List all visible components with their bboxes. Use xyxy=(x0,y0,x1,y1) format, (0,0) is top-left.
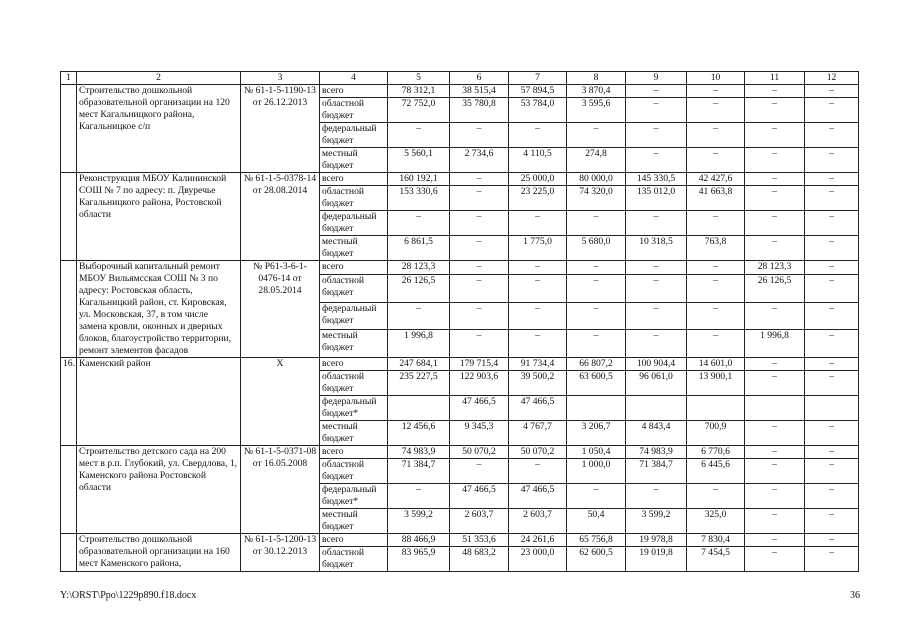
amount-cell: – xyxy=(687,98,745,123)
amount-cell: 28 123,3 xyxy=(745,261,805,275)
amount-cell: 700,9 xyxy=(687,421,745,446)
funding-source: федеральный бюджет* xyxy=(320,484,388,509)
amount-cell: – xyxy=(805,211,859,236)
amount-cell xyxy=(388,396,450,421)
amount-cell: – xyxy=(745,123,805,148)
table-row xyxy=(61,446,859,459)
amount-cell: 74 320,0 xyxy=(567,186,626,211)
amount-cell: 100 904,4 xyxy=(626,358,687,371)
amount-cell: 51 353,6 xyxy=(450,534,509,547)
amount-cell: 38 515,4 xyxy=(450,85,509,98)
amount-cell: 247 684,1 xyxy=(388,358,450,371)
amount-cell: 50 070,2 xyxy=(509,446,567,459)
table-row xyxy=(61,85,859,98)
amount-cell: – xyxy=(745,186,805,211)
column-number: 1 xyxy=(61,72,77,85)
funding-source: всего xyxy=(320,534,388,547)
header-row xyxy=(61,72,859,85)
amount-cell: – xyxy=(805,302,859,330)
funding-source: федеральный бюджет xyxy=(320,123,388,148)
amount-cell: – xyxy=(567,330,626,358)
funding-source: всего xyxy=(320,85,388,98)
column-number: 4 xyxy=(320,72,388,85)
amount-cell: – xyxy=(805,534,859,547)
amount-cell: 4 110,5 xyxy=(509,148,567,173)
document-reference: № 61-1-5-0378-14 от 28.08.2014 xyxy=(241,173,320,261)
amount-cell: – xyxy=(745,173,805,186)
file-path: Y:\ORST\Ppo\1229p890.f18.docx xyxy=(60,590,197,601)
amount-cell: – xyxy=(450,275,509,303)
funding-source: областной бюджет xyxy=(320,547,388,572)
object-name: Выборочный капитальный ремонт МБОУ Вильямсская СОШ № 3 по адресу: Ростовская область, Кагальницкий район, ст. Кировская, ул. Московская, 37, в том числе замена кровли, оконных и дверных блоков, благоустройство территории, ремонт элементов фасадов xyxy=(77,261,241,358)
object-name: Реконструкция МБОУ Калининской СОШ № 7 по адресу: п. Двуречье Кагальницкого района, Ростовской области xyxy=(77,173,241,261)
amount-cell: 63 600,5 xyxy=(567,371,626,396)
funding-source: местный бюджет xyxy=(320,236,388,261)
column-number: 5 xyxy=(388,72,450,85)
amount-cell: – xyxy=(805,421,859,446)
amount-cell xyxy=(567,396,626,421)
amount-cell: 13 900,1 xyxy=(687,371,745,396)
amount-cell: – xyxy=(567,275,626,303)
amount-cell: – xyxy=(805,330,859,358)
amount-cell: – xyxy=(388,123,450,148)
funding-source: всего xyxy=(320,446,388,459)
amount-cell: 42 427,6 xyxy=(687,173,745,186)
amount-cell: 88 466,9 xyxy=(388,534,450,547)
amount-cell: 48 683,2 xyxy=(450,547,509,572)
amount-cell: – xyxy=(745,302,805,330)
amount-cell: 2 603,7 xyxy=(450,509,509,534)
amount-cell xyxy=(745,396,805,421)
amount-cell: – xyxy=(509,123,567,148)
page-number: 36 xyxy=(850,590,860,601)
table-row xyxy=(61,358,859,371)
amount-cell: – xyxy=(450,302,509,330)
amount-cell: – xyxy=(805,148,859,173)
column-number: 7 xyxy=(509,72,567,85)
object-name: Строительство дошкольной образовательной организации на 120 мест Кагальницкого района, Кагальницкое с/п xyxy=(77,85,241,173)
amount-cell xyxy=(805,396,859,421)
row-number xyxy=(61,173,77,261)
amount-cell: – xyxy=(745,236,805,261)
funding-source: местный бюджет xyxy=(320,148,388,173)
amount-cell xyxy=(626,396,687,421)
amount-cell: 5 560,1 xyxy=(388,148,450,173)
table-row xyxy=(61,534,859,547)
funding-source: всего xyxy=(320,261,388,275)
amount-cell: – xyxy=(509,275,567,303)
amount-cell: 1 050,4 xyxy=(567,446,626,459)
amount-cell: – xyxy=(805,236,859,261)
amount-cell: – xyxy=(745,85,805,98)
column-number: 10 xyxy=(687,72,745,85)
amount-cell: – xyxy=(687,123,745,148)
document-reference: Х xyxy=(241,358,320,446)
amount-cell: 19 019,8 xyxy=(626,547,687,572)
amount-cell: – xyxy=(745,358,805,371)
amount-cell: – xyxy=(745,211,805,236)
document-reference: № 61-1-5-1200-13 от 30.12.2013 xyxy=(241,534,320,572)
column-number: 3 xyxy=(241,72,320,85)
amount-cell: – xyxy=(805,173,859,186)
amount-cell: – xyxy=(626,98,687,123)
amount-cell: – xyxy=(626,330,687,358)
amount-cell: 122 903,6 xyxy=(450,371,509,396)
amount-cell: – xyxy=(626,123,687,148)
row-number: 16. xyxy=(61,358,77,446)
funding-source: областной бюджет xyxy=(320,459,388,484)
funding-source: местный бюджет xyxy=(320,509,388,534)
amount-cell: – xyxy=(687,211,745,236)
amount-cell: – xyxy=(745,534,805,547)
amount-cell: – xyxy=(450,211,509,236)
funding-source: всего xyxy=(320,358,388,371)
document-reference: № Р61-3-6-1-0476-14 от 28.05.2014 xyxy=(241,261,320,358)
amount-cell: – xyxy=(509,261,567,275)
amount-cell: – xyxy=(687,330,745,358)
amount-cell: 23 000,0 xyxy=(509,547,567,572)
amount-cell: – xyxy=(626,211,687,236)
amount-cell: – xyxy=(805,509,859,534)
funding-source: областной бюджет xyxy=(320,275,388,303)
row-number xyxy=(61,446,77,534)
amount-cell: 25 000,0 xyxy=(509,173,567,186)
amount-cell: – xyxy=(745,547,805,572)
column-number: 6 xyxy=(450,72,509,85)
budget-table xyxy=(60,71,859,572)
amount-cell: – xyxy=(450,459,509,484)
amount-cell: 3 595,6 xyxy=(567,98,626,123)
column-number: 9 xyxy=(626,72,687,85)
amount-cell: – xyxy=(745,98,805,123)
amount-cell: 5 680,0 xyxy=(567,236,626,261)
amount-cell: – xyxy=(745,371,805,396)
amount-cell: 325,0 xyxy=(687,509,745,534)
object-name: Каменский район xyxy=(77,358,241,446)
amount-cell: 3 599,2 xyxy=(388,509,450,534)
amount-cell: 1 996,8 xyxy=(388,330,450,358)
amount-cell: 12 456,6 xyxy=(388,421,450,446)
amount-cell: 3 599,2 xyxy=(626,509,687,534)
amount-cell: 74 983,9 xyxy=(626,446,687,459)
amount-cell: 153 330,6 xyxy=(388,186,450,211)
amount-cell: – xyxy=(509,211,567,236)
amount-cell: 3 870,4 xyxy=(567,85,626,98)
amount-cell: 96 061,0 xyxy=(626,371,687,396)
amount-cell: – xyxy=(509,459,567,484)
amount-cell: 9 345,3 xyxy=(450,421,509,446)
amount-cell: – xyxy=(745,446,805,459)
amount-cell: – xyxy=(388,302,450,330)
funding-source: федеральный бюджет* xyxy=(320,396,388,421)
amount-cell: – xyxy=(805,459,859,484)
amount-cell: 2 603,7 xyxy=(509,509,567,534)
amount-cell: 4 767,7 xyxy=(509,421,567,446)
amount-cell: 235 227,5 xyxy=(388,371,450,396)
amount-cell: 3 206,7 xyxy=(567,421,626,446)
amount-cell: – xyxy=(687,261,745,275)
amount-cell: – xyxy=(745,459,805,484)
amount-cell: 19 978,8 xyxy=(626,534,687,547)
amount-cell: – xyxy=(805,98,859,123)
amount-cell: – xyxy=(450,236,509,261)
amount-cell: – xyxy=(805,446,859,459)
amount-cell: 65 756,8 xyxy=(567,534,626,547)
amount-cell: – xyxy=(626,484,687,509)
row-number xyxy=(61,534,77,572)
amount-cell: – xyxy=(805,275,859,303)
amount-cell: 2 734,6 xyxy=(450,148,509,173)
amount-cell: – xyxy=(745,509,805,534)
amount-cell: – xyxy=(626,85,687,98)
column-number: 2 xyxy=(77,72,241,85)
amount-cell: – xyxy=(805,484,859,509)
amount-cell: 72 752,0 xyxy=(388,98,450,123)
amount-cell xyxy=(687,396,745,421)
amount-cell: – xyxy=(626,261,687,275)
amount-cell: 28 123,3 xyxy=(388,261,450,275)
amount-cell: 71 384,7 xyxy=(388,459,450,484)
amount-cell: – xyxy=(687,148,745,173)
table-row xyxy=(61,173,859,186)
amount-cell: 26 126,5 xyxy=(388,275,450,303)
amount-cell: – xyxy=(450,186,509,211)
amount-cell: – xyxy=(687,85,745,98)
amount-cell: – xyxy=(805,123,859,148)
amount-cell: – xyxy=(805,371,859,396)
amount-cell: 71 384,7 xyxy=(626,459,687,484)
funding-source: местный бюджет xyxy=(320,330,388,358)
amount-cell: – xyxy=(745,484,805,509)
amount-cell: 26 126,5 xyxy=(745,275,805,303)
amount-cell: 6 861,5 xyxy=(388,236,450,261)
amount-cell: – xyxy=(567,123,626,148)
amount-cell: – xyxy=(805,186,859,211)
funding-source: всего xyxy=(320,173,388,186)
amount-cell: 47 466,5 xyxy=(450,396,509,421)
funding-source: областной бюджет xyxy=(320,371,388,396)
row-number xyxy=(61,85,77,173)
funding-source: областной бюджет xyxy=(320,186,388,211)
amount-cell: – xyxy=(509,302,567,330)
amount-cell: 57 894,5 xyxy=(509,85,567,98)
amount-cell: 78 312,1 xyxy=(388,85,450,98)
amount-cell: – xyxy=(745,421,805,446)
funding-source: федеральный бюджет xyxy=(320,211,388,236)
column-number: 8 xyxy=(567,72,626,85)
funding-source: федеральный бюджет xyxy=(320,302,388,330)
amount-cell: 41 663,8 xyxy=(687,186,745,211)
amount-cell: 47 466,5 xyxy=(509,396,567,421)
amount-cell: 39 500,2 xyxy=(509,371,567,396)
amount-cell: 66 807,2 xyxy=(567,358,626,371)
amount-cell: – xyxy=(388,211,450,236)
amount-cell: 47 466,5 xyxy=(509,484,567,509)
amount-cell: 1 775,0 xyxy=(509,236,567,261)
row-number xyxy=(61,261,77,358)
amount-cell: – xyxy=(567,211,626,236)
document-reference: № 61-1-5-0371-08 от 16.05.2008 xyxy=(241,446,320,534)
amount-cell: 160 192,1 xyxy=(388,173,450,186)
amount-cell: – xyxy=(626,275,687,303)
funding-source: областной бюджет xyxy=(320,98,388,123)
amount-cell: 62 600,5 xyxy=(567,547,626,572)
document-reference: № 61-1-5-1190-13 от 26.12.2013 xyxy=(241,85,320,173)
amount-cell: 23 225,0 xyxy=(509,186,567,211)
amount-cell: 7 830,4 xyxy=(687,534,745,547)
amount-cell: – xyxy=(450,173,509,186)
column-number: 12 xyxy=(805,72,859,85)
amount-cell: 80 000,0 xyxy=(567,173,626,186)
amount-cell: – xyxy=(567,484,626,509)
column-number: 11 xyxy=(745,72,805,85)
amount-cell: – xyxy=(687,302,745,330)
amount-cell: 35 780,8 xyxy=(450,98,509,123)
amount-cell: 24 261,6 xyxy=(509,534,567,547)
object-name: Строительство дошкольной образовательной организации на 160 мест Каменского района, xyxy=(77,534,241,572)
amount-cell: 6 445,6 xyxy=(687,459,745,484)
amount-cell: 145 330,5 xyxy=(626,173,687,186)
amount-cell: 1 996,8 xyxy=(745,330,805,358)
amount-cell: – xyxy=(626,302,687,330)
amount-cell: 274,8 xyxy=(567,148,626,173)
amount-cell: 83 965,9 xyxy=(388,547,450,572)
amount-cell: 74 983,9 xyxy=(388,446,450,459)
amount-cell: – xyxy=(805,261,859,275)
funding-source: местный бюджет xyxy=(320,421,388,446)
amount-cell: – xyxy=(687,484,745,509)
amount-cell: 6 770,6 xyxy=(687,446,745,459)
amount-cell: – xyxy=(450,261,509,275)
amount-cell: 763,8 xyxy=(687,236,745,261)
amount-cell: – xyxy=(805,547,859,572)
amount-cell: – xyxy=(388,484,450,509)
amount-cell: 14 601,0 xyxy=(687,358,745,371)
amount-cell: 50 070,2 xyxy=(450,446,509,459)
amount-cell: – xyxy=(745,148,805,173)
amount-cell: 10 318,5 xyxy=(626,236,687,261)
amount-cell: 1 000,0 xyxy=(567,459,626,484)
amount-cell: – xyxy=(626,148,687,173)
amount-cell: 53 784,0 xyxy=(509,98,567,123)
amount-cell: 47 466,5 xyxy=(450,484,509,509)
amount-cell: 4 843,4 xyxy=(626,421,687,446)
amount-cell: – xyxy=(687,275,745,303)
amount-cell: 7 454,5 xyxy=(687,547,745,572)
amount-cell: – xyxy=(509,330,567,358)
object-name: Строительство детского сада на 200 мест в р.п. Глубокий, ул. Свердлова, 1, Каменского района Ростовской области xyxy=(77,446,241,534)
amount-cell: – xyxy=(567,302,626,330)
table-row xyxy=(61,261,859,275)
amount-cell: 91 734,4 xyxy=(509,358,567,371)
amount-cell: 50,4 xyxy=(567,509,626,534)
amount-cell: – xyxy=(567,261,626,275)
amount-cell: 135 012,0 xyxy=(626,186,687,211)
amount-cell: – xyxy=(450,330,509,358)
amount-cell: – xyxy=(805,358,859,371)
amount-cell: – xyxy=(450,123,509,148)
amount-cell: 179 715,4 xyxy=(450,358,509,371)
amount-cell: – xyxy=(805,85,859,98)
